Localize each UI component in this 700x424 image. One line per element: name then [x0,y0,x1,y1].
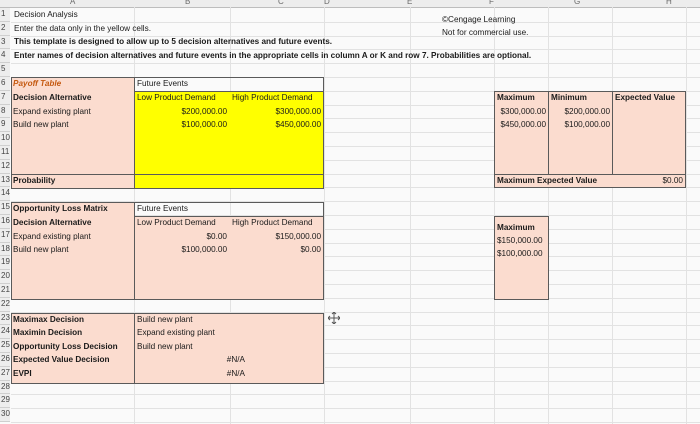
regret-table-title: Opportunity Loss Matrix [13,204,108,213]
row-header[interactable]: 12 [0,160,10,174]
event-low-demand[interactable]: Low Product Demand [137,93,216,102]
expected-value-header: Expected Value [615,93,676,102]
maximax-label: Maximax Decision [13,315,84,324]
row-header[interactable]: 8 [0,105,10,119]
column-header-d[interactable]: D [324,0,330,6]
regret-alt-header: Decision Alternative [13,218,92,227]
divider [612,91,613,174]
regret-cell: $150,000.00 [275,232,321,241]
opportunity-loss-label: Opportunity Loss Decision [13,342,118,351]
regret-max-header: Maximum [497,223,535,232]
minimum-header: Minimum [551,93,587,102]
row-header[interactable]: 6 [0,77,10,91]
regret-alt-expand: Expand existing plant [13,232,91,241]
expected-value-decision-value: #N/A [226,355,245,364]
divider [11,174,324,175]
row-header[interactable]: 30 [0,408,10,422]
row-header[interactable]: 16 [0,215,10,229]
column-header-bar [0,0,700,8]
column-header-c[interactable]: C [278,0,284,6]
expected-value-decision-label: Expected Value Decision [13,355,110,364]
divider [134,77,135,189]
regret-future-events: Future Events [137,204,188,213]
alt-build-plant[interactable]: Build new plant [13,120,69,129]
payoff-cell[interactable]: $200,000.00 [181,107,227,116]
payoff-cell[interactable]: $450,000.00 [275,120,321,129]
regret-alt-build: Build new plant [13,245,69,254]
row-header[interactable]: 22 [0,298,10,312]
max-expected-value: $0.00 [662,176,683,185]
row-header[interactable]: 15 [0,201,10,215]
event-high-demand[interactable]: High Product Demand [232,93,313,102]
probability-label: Probability [13,176,56,185]
summary-max-cell: $450,000.00 [500,120,546,129]
row-header[interactable]: 10 [0,132,10,146]
decision-alternative-header: Decision Alternative [13,93,92,102]
column-header-g[interactable]: G [574,0,581,6]
regret-event-high: High Product Demand [232,218,313,227]
notice-text: Not for commercial use. [442,28,529,37]
row-header[interactable]: 19 [0,256,10,270]
column-header-e[interactable]: E [407,0,413,6]
gridline [11,422,700,423]
summary-max-cell: $300,000.00 [500,107,546,116]
row-header[interactable]: 14 [0,187,10,201]
max-expected-value-label: Maximum Expected Value [497,176,598,185]
row-header[interactable]: 2 [0,22,10,36]
row-header[interactable]: 20 [0,270,10,284]
future-events-label: Future Events [137,79,188,88]
regret-max-cell: $100,000.00 [497,249,543,258]
alt-expand-plant[interactable]: Expand existing plant [13,107,91,116]
gridline [11,394,700,395]
divider [548,91,549,174]
row-header[interactable]: 9 [0,118,10,132]
payoff-cell[interactable]: $300,000.00 [275,107,321,116]
row-header[interactable]: 4 [0,49,10,63]
column-header-a[interactable]: A [70,0,76,6]
maximin-value: Expand existing plant [137,328,215,337]
row-header[interactable]: 11 [0,146,10,160]
row-header[interactable]: 29 [0,394,10,408]
column-header-h[interactable]: H [666,0,672,6]
evpi-value: #N/A [226,369,245,378]
row-header[interactable]: 7 [0,91,10,105]
row-header[interactable]: 26 [0,353,10,367]
instruction-1: Enter the data only in the yellow cells. [14,24,151,33]
row-header[interactable]: 24 [0,325,10,339]
summary-min-cell: $200,000.00 [564,107,610,116]
maximum-header: Maximum [497,93,535,102]
row-header[interactable]: 25 [0,339,10,353]
row-header[interactable]: 18 [0,243,10,257]
instruction-2: This template is designed to allow up to 5 decision alternatives and future events. [14,37,333,46]
regret-event-low: Low Product Demand [137,218,216,227]
copyright-text: ©Cengage Learning [442,15,516,24]
maximax-value: Build new plant [137,315,193,324]
maximin-label: Maximin Decision [13,328,83,337]
row-header[interactable]: 28 [0,381,10,395]
regret-cell: $100,000.00 [181,245,227,254]
regret-max-cell: $150,000.00 [497,236,543,245]
row-header[interactable]: 1 [0,8,10,22]
move-cursor-icon [328,312,340,324]
instruction-3: Enter names of decision alternatives and future events in the appropriate cells in column A or K and row 7. Probabilities are optional. [14,51,532,60]
row-header[interactable]: 3 [0,36,10,50]
column-header-f[interactable]: F [489,0,494,6]
regret-cell: $0.00 [206,232,227,241]
payoff-cell[interactable]: $100,000.00 [181,120,227,129]
evpi-label: EVPI [13,369,32,378]
column-header-b[interactable]: B [185,0,191,6]
row-header[interactable]: 27 [0,367,10,381]
payoff-table-title: Payoff Table [13,79,62,88]
opportunity-loss-value: Build new plant [137,342,193,351]
row-header[interactable]: 23 [0,312,10,326]
regret-cell: $0.00 [300,245,321,254]
row-header[interactable]: 5 [0,63,10,77]
row-header[interactable]: 13 [0,174,10,188]
row-header[interactable]: 21 [0,284,10,298]
sheet-title: Decision Analysis [14,10,78,19]
gridline [11,63,700,64]
gridline [11,408,700,409]
summary-min-cell: $100,000.00 [564,120,610,129]
row-header[interactable]: 17 [0,229,10,243]
